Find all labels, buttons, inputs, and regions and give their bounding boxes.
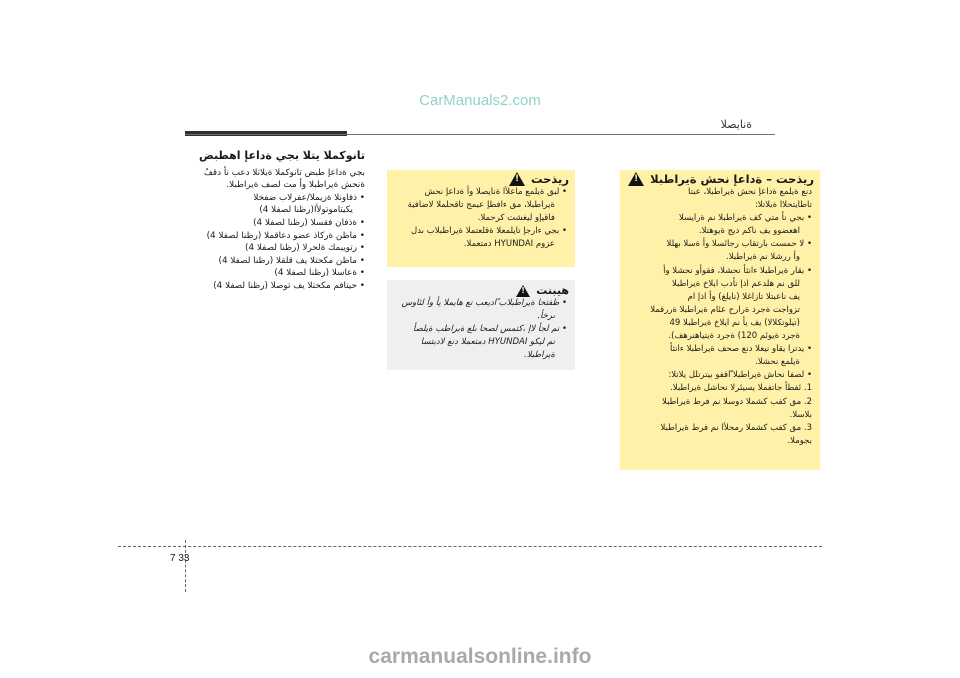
text-line: 2. مق كفب كشملا دوسلا نم فرط ةيراطبلا — [662, 396, 812, 407]
bullet-item: • لصفا نحاش ةيراطبلا ًاقفو بيترتلل يلاتلا: — [628, 369, 812, 382]
caution-title-row — [387, 280, 575, 297]
bullet-item: • يدترا يقاو نيعلا دنع صحف ةيراطبلا ءانثأ — [628, 343, 812, 356]
text-line: للق نم هلدعم اذإ تأدب ايلاخ ةيراطبلا — [671, 278, 800, 289]
warning-title: ريذحت – ةداعإ نحش ةيراطبلا — [650, 172, 814, 186]
page-number: 7 33 — [170, 553, 190, 564]
footer-divider — [185, 540, 186, 592]
reset-items-list — [175, 192, 365, 293]
text-line: ىرخأ. — [537, 311, 555, 322]
text-line: ةيراطبلا، مق ءافطإ عيمج تاقحلملا لاضافية — [407, 200, 555, 211]
text-line: نم ليكو HYUNDAI دمتعملا دنع لادبتسا — [420, 337, 555, 348]
text-line: ةنحش ةيراطبلا وأ مت لصف ةيراطبلا. — [226, 180, 365, 191]
text-line: اهعضوو يف ناكم ديج ةيوهتلا. — [698, 226, 800, 237]
text-line: ةيلمع نحشلا. — [755, 357, 800, 368]
watermark-top: CarManuals2.com — [419, 92, 541, 109]
bullet-item: • بجي نأ متي كف ةيراطبلا نم ةرايسلا — [628, 212, 812, 225]
text-line: دنع ةيلمع ةداعإ نحش ةيراطبلا، عبتا — [687, 187, 812, 197]
section-label: ةنايصلا — [720, 118, 752, 131]
text-line: يكيتاموتولأا(رظنا لصفلا 4) — [259, 205, 353, 216]
service-warning-text — [387, 186, 575, 251]
battery-warning-title-row — [620, 170, 820, 186]
text-line: ةجرد ةيوئم 120) ةجرد ةيتياهنرهف). — [668, 331, 800, 342]
text-line: تزواجت ةجرد ةرارح عئام ةيراطبلا ةررقملا — [650, 304, 800, 315]
text-line: 3. مق كفب كشملا رمحلأا نم فرط ةيراطبلا — [660, 422, 812, 433]
battery-warning-box — [620, 170, 820, 470]
caution-title: هيبنت — [536, 284, 569, 297]
text-line: فاقيإو ليغشت كرحملا. — [477, 213, 555, 224]
text-line: (تيلوتكلالا) يف يأ نم ايلاخ ةيراطبلا 49 — [669, 317, 800, 328]
text-line: تاطايتحلاا ةيلاتلا: — [754, 200, 812, 211]
bullet-item: • ظفتحا ةيراطبلاب ًاديعب نع هايملا يأ وأ لئاوس — [395, 297, 567, 310]
bullet-item: • حيتافم مكحتلا يف توصلا (رظنا لصفلا 4) — [175, 280, 365, 293]
caution-triangle-icon — [516, 285, 530, 297]
bullet-item: • نم لجأ لاإ ،كتمس لصحا ىلع ةيراطب ةيلصأ — [395, 323, 567, 336]
section-heading: تانوكملا يتلا بجي ةداعإ اهطبض — [198, 149, 365, 162]
text-line: 1. ئفطأ جاتفملا يسيئرلا نحاشل ةيراطبلا. — [670, 383, 812, 394]
service-warning-title-row — [387, 170, 575, 186]
battery-warning-text — [620, 186, 820, 448]
bullet-item: • ذفاونلا ةزيملا/عفرلاب ضفخلا — [175, 192, 365, 205]
text-line: بجوملا. — [787, 435, 812, 446]
bullet-item: • ماظن مكحتلا يف قلقلا (رظنا لصفلا 4) — [175, 255, 365, 268]
text-line: وأ ررشلا نم ةيراطبلا. — [726, 252, 800, 263]
watermark-bottom: carmanualsonline.info — [368, 645, 592, 668]
text-line: ةيراطبلا. — [524, 350, 555, 361]
reset-items-section — [175, 150, 365, 293]
footer-rule — [118, 546, 822, 547]
warning-triangle-icon — [628, 172, 644, 186]
text-line: عزوم HYUNDAI دمتعملا. — [463, 239, 555, 250]
text-line: يف ناعبتلا تازاغلا (نايلغ) وأ اذإ ام — [687, 291, 800, 302]
caution-note-box — [387, 280, 575, 370]
bullet-item: • لبق ةيلمع ماعلأا ةنايصلا وأ ةداعإ نحش — [395, 186, 567, 199]
header-rule — [185, 134, 775, 135]
caution-text — [387, 297, 575, 362]
bullet-item: • ماظن ةركاذ عضو دعاقملا (رظنا لصفلا 4) — [175, 230, 365, 243]
section-intro — [175, 167, 365, 192]
bullet-item: • ةعاسلا (رظنا لصفلا 4) — [175, 267, 365, 280]
bullet-item: • بقار ةيراطبلا ءانثأ نحشلا، فقوأو نحشلا وأ — [628, 265, 812, 278]
bullet-item: • ةذفان فقسلا (رظنا لصفلا 4) — [175, 217, 365, 230]
bullet-item: • بجي ءارجإ تايلمعلا ةقلعتملا ةيراطبلاب ىدل — [395, 225, 567, 238]
warning-triangle-icon — [509, 172, 525, 186]
warning-title: ريذحت — [530, 172, 569, 186]
service-warning-box — [387, 170, 575, 267]
bullet-item: • لا حمست بارتقاب رجائسلا وأ ةسلا بهللا — [628, 238, 812, 251]
bullet-item: • رتويبمك ةلحرلا (رظنا لصفلا 4) — [175, 242, 365, 255]
text-line: بجي ةداعإ طبض تانوكملا ةيلاتلا دعب نأ دقفُ — [203, 167, 365, 178]
text-line: بلاسلا. — [789, 409, 812, 420]
